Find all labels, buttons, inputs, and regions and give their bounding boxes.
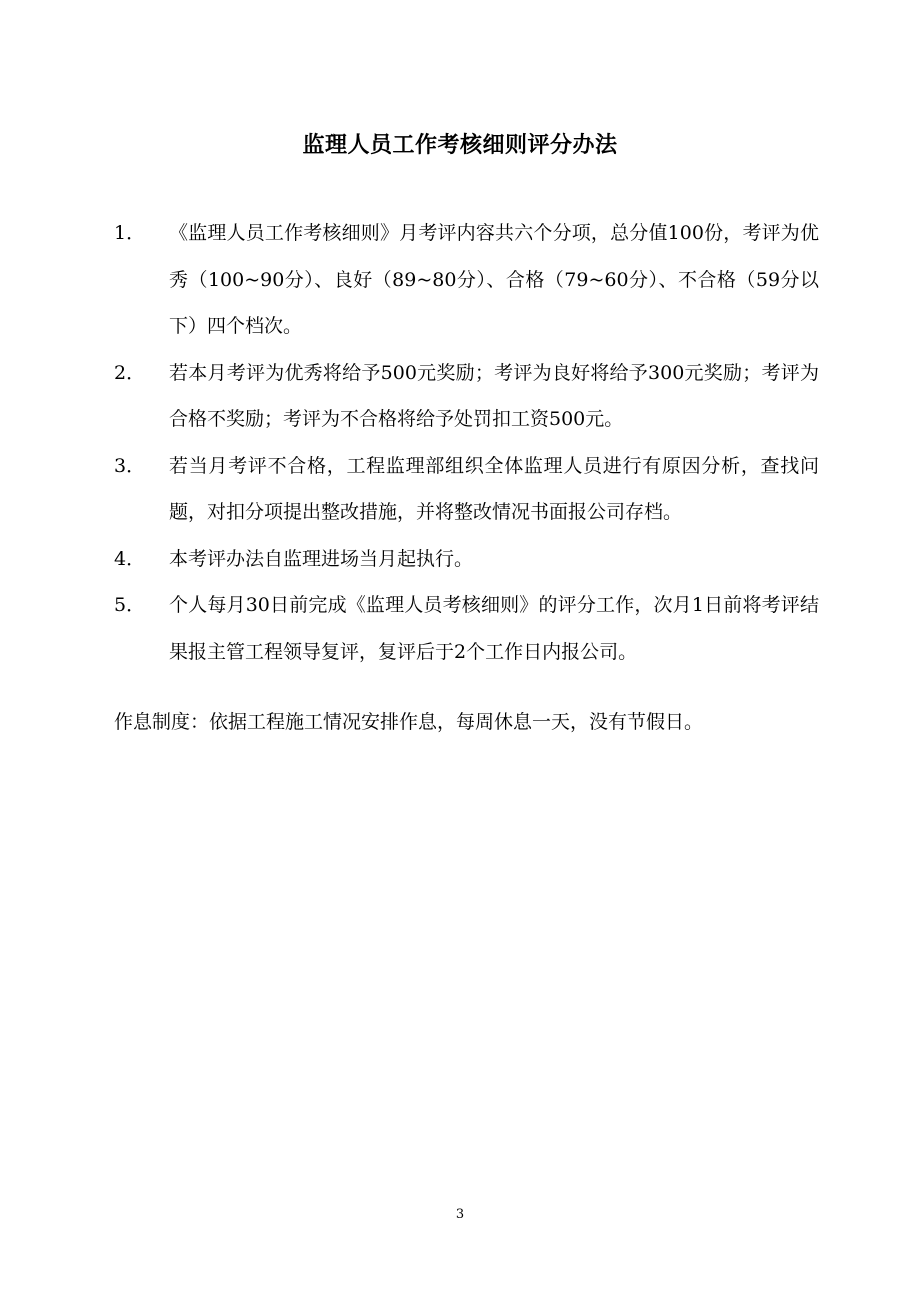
rule-text: 本考评办法自监理进场当月起执行。 — [169, 547, 474, 570]
rule-number: 1． — [114, 222, 146, 244]
rule-item-2 — [0, 350, 819, 443]
rule-number: 5． — [114, 594, 146, 616]
rule-number: 3． — [114, 454, 146, 477]
rule-item-3 — [0, 443, 819, 536]
page-number: 3 — [455, 1207, 465, 1222]
rules-list — [0, 210, 920, 675]
rule-number: 4． — [114, 547, 146, 570]
rule-text: 若本月考评为优秀将给予500元奖励；考评为良好将给予300元奖励；考评为合格不奖励；考评为不合格将给予处罚扣工资500元。 — [169, 361, 819, 430]
rule-text: 《监理人员工作考核细则》月考评内容共六个分项，总分值100份，考评为优秀（100~90分）、良好（89~80分）、合格（79~60分）、不合格（59分以下）四个档次。 — [169, 222, 819, 337]
page-title: 监理人员工作考核细则评分办法 — [302, 131, 618, 158]
rest-policy-paragraph: 作息制度：依据工程施工情况安排作息，每周休息一天，没有节假日。 — [114, 711, 704, 733]
rule-item-5 — [0, 582, 819, 675]
rule-text: 若当月考评不合格，工程监理部组织全体监理人员进行有原因分析，查找问题，对扣分项提出整改措施，并将整改情况书面报公司存档。 — [169, 454, 819, 523]
rule-number: 2． — [114, 361, 146, 384]
rule-item-1 — [0, 210, 819, 350]
rule-item-4 — [0, 536, 819, 583]
rule-text: 个人每月30日前完成《监理人员考核细则》的评分工作，次月1日前将考评结果报主管工程领导复评，复评后于2个工作日内报公司。 — [169, 594, 819, 663]
